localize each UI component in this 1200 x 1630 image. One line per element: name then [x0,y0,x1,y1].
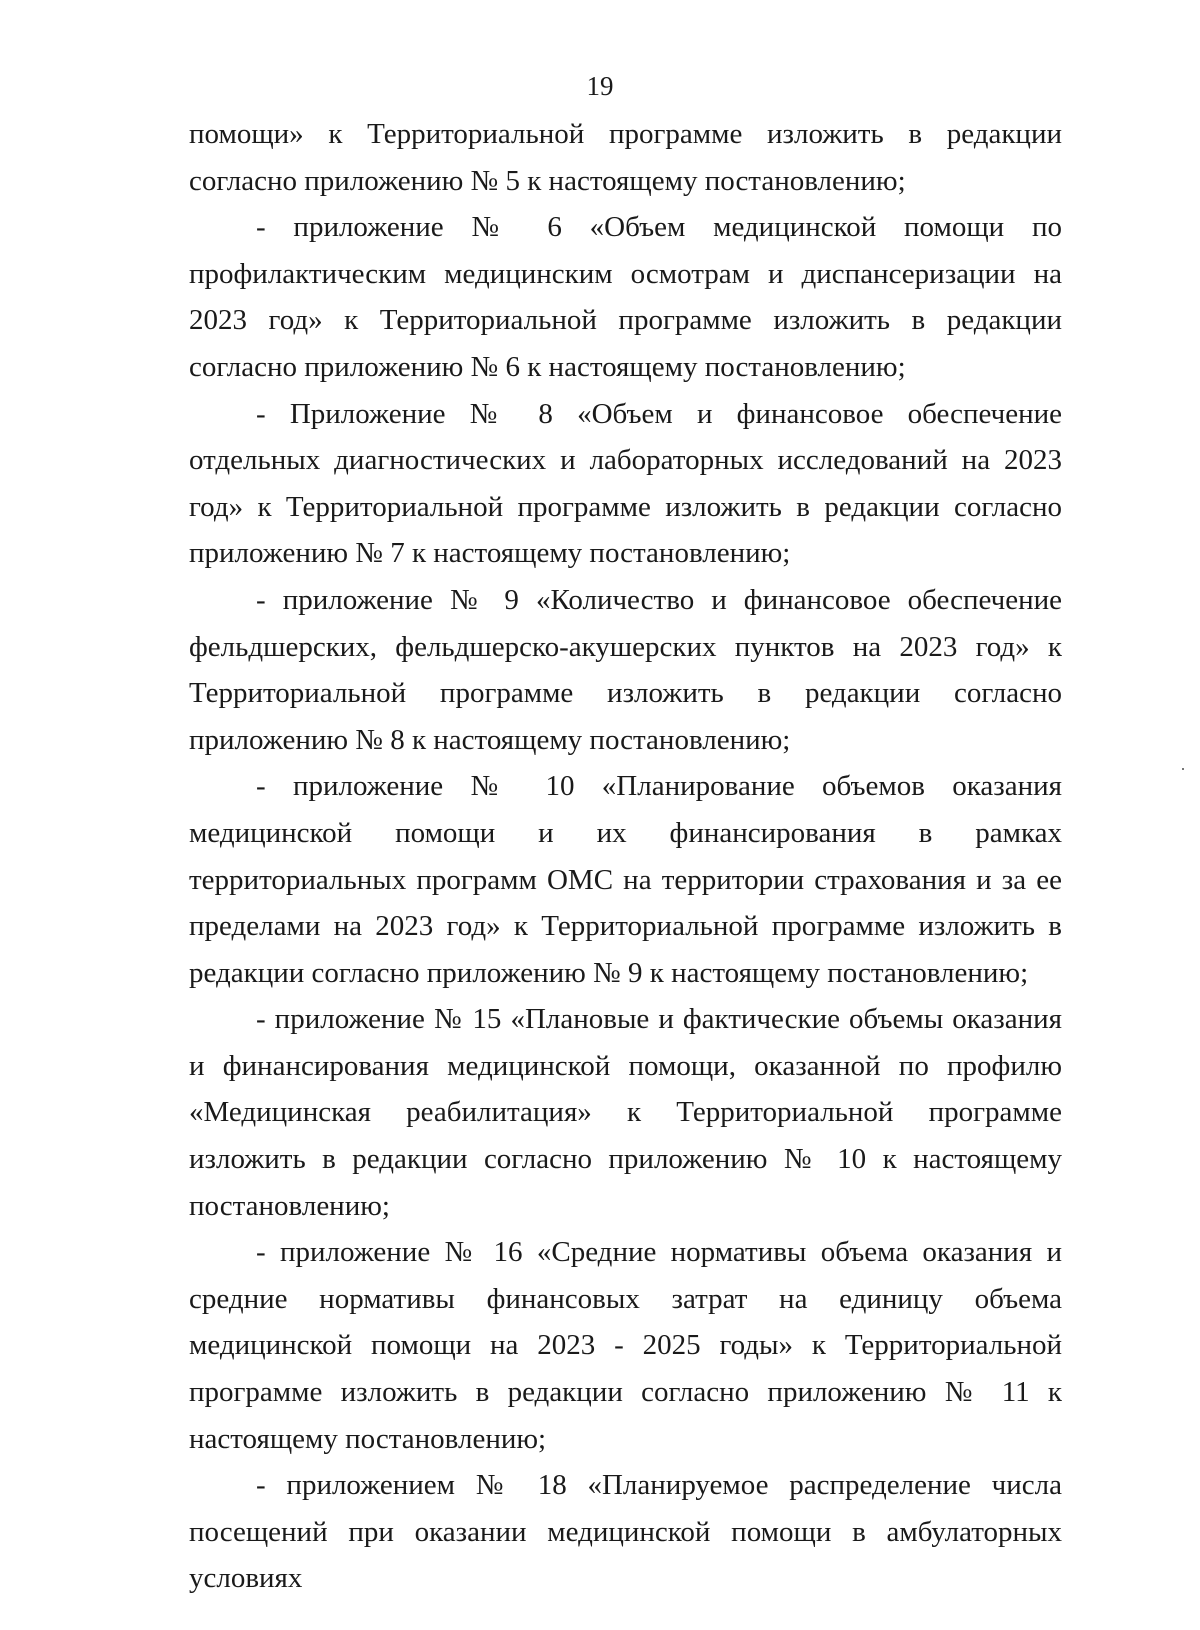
paragraph-appendix-8: - Приложение № 8 «Объем и финансовое обеспечение отдельных диагностических и лабораторных исследований на 2023 год» к Территориальной программе изложить в редакции согласно приложению № 7 к настоящему постановлению; [189,397,1062,570]
paragraph-appendix-15: - приложение № 15 «Плановые и фактические объемы оказания и финансирования медицинской помощи, оказанной по профилю «Медицинская реабилитация» к Территориальной программе изложить в редакции согласно приложению № 10 к настоящему постановлению; [189,1003,1062,1222]
paragraph-appendix-18: - приложением № 18 «Планируемое распределение числа посещений при оказании медицинской помощи в амбулаторных условиях [189,1469,1062,1595]
paragraph-appendix-9: - приложение № 9 «Количество и финансовое обеспечение фельдшерских, фельдшерско-акушерских пунктов на 2023 год» к Территориальной программе изложить в редакции согласно приложению № 8 к настоящему постановлению; [189,583,1062,756]
paragraph-continuation: помощи» к Территориальной программе изложить в редакции согласно приложению № 5 к настоящему постановлению; [189,118,1062,197]
paragraph-appendix-6: - приложение № 6 «Объем медицинской помощи по профилактическим медицинским осмотрам и диспансеризации на 2023 год» к Территориальной программе изложить в редакции согласно приложению № 6 к настоящему постановлению; [189,211,1062,383]
paragraph-appendix-16: - приложение № 16 «Средние нормативы объема оказания и средние нормативы финансовых затрат на единицу объема медицинской помощи на 2023 - 2025 годы» к Территориальной программе изложить в редакции согласно приложению № 11 к настоящему постановлению; [189,1236,1062,1455]
scan-artifact [1182,768,1184,770]
page-number: 19 [586,71,614,101]
paragraph-appendix-10: - приложение № 10 «Планирование объемов оказания медицинской помощи и их финансирования в рамках территориальных программ ОМС на территории страхования и за ее пределами на 2023 год» к Территориальной программе изложить в редакции согласно приложению № 9 к настоящему постановлению; [189,770,1062,989]
document-body [189,111,1062,1602]
